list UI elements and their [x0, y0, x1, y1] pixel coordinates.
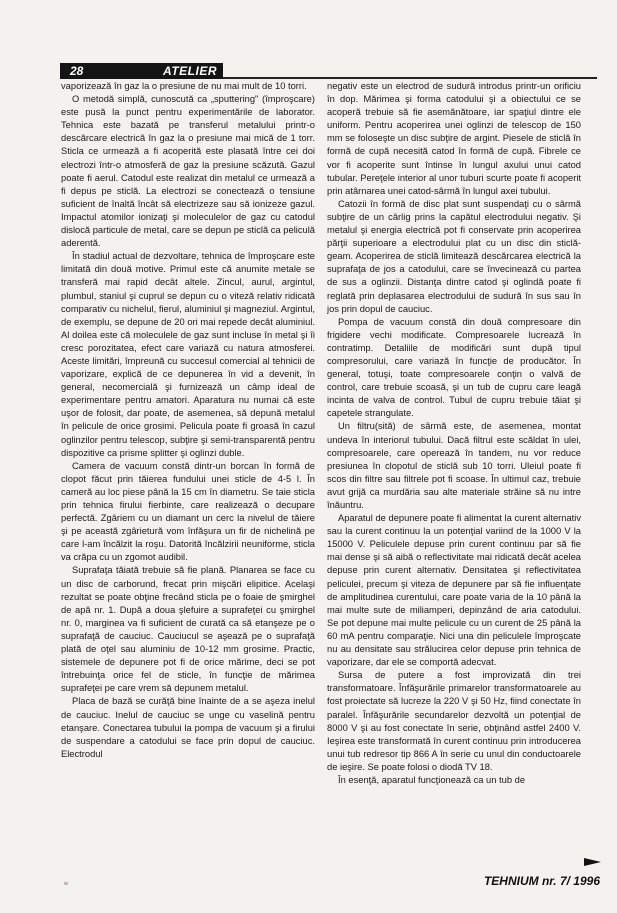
continue-arrow-icon — [584, 858, 601, 866]
paragraph: Sursa de putere a fost improvizată din trei transformatoare. Înfăşurările primarelor transformatoarele au fost proiectate să lucreze la 220 V şi 50 Hz, fiind conectate în paralel. Înfăşurările secundarelor dezvoltă un potenţial de 8000 V şi au fost conectate în serie, obţinând astfel 2400 V. Ieşirea este transformată în curent continuu prin introducerea unui tub redresor tip 866 A în serie cu unul din conductoarele de ieşire. Se poate folosi o diodă TV 18. — [327, 670, 581, 772]
paragraph: Catozii în formă de disc plat sunt suspendaţi cu o sârmă subţire de un cârlig prins la capătul electrodului negativ. Şi metalul şi energia electrică pot fi conservate prin acoperirea părţii superioare a electrodului plat cu un disc din sticlă-geam. Acoperirea de sticlă limitează descărcarea electrică la suprafaţa de jos a catodului, care se învecinează cu partea de sus a oglinzii. Distanţa dintre catod şi oglindă poate fi reglată prin deplasarea electrodului de sudură în sus sau în jos prin dopul de cauciuc. — [327, 198, 581, 314]
page-number: 28 — [70, 64, 84, 78]
print-mark — [64, 882, 68, 885]
left-column — [61, 80, 315, 855]
right-column — [327, 80, 581, 855]
page-header — [60, 63, 223, 79]
paragraph: O metodă simplă, cunoscută ca „sputtering" (împroşcare) este pusă la punct pentru experimentările de laborator. Tehnica este bazată pe transferul metalului printr-o descărcare electrică în gaz la o presiune mai mică de 1 torr. Sticla ce urmează a fi acoperită este plasată între cei doi electrozi într-o atmosferă de gaz la presiune scăzută. Gazul poate fi aerul. Catodul este realizat din metalul ce urmează a fi depus pe sticlă. La electrozi se conectează o tensiune suficient de înaltă încât să electrizeze sau să ionizeze gazul. Impactul atomilor ionizaţi şi moleculelor de gaz cu catodul dislocă particule de metal, care se depun pe sticlă ca peliculă aderentă. — [61, 94, 315, 249]
paragraph: vaporizează în gaz la o presiune de nu mai mult de 10 torri. — [61, 81, 307, 91]
magazine-footer: TEHNIUM nr. 7/ 1996 — [483, 874, 600, 888]
section-title: ATELIER — [163, 64, 217, 78]
paragraph: Pompa de vacuum constă din două compresoare din frigidere vechi modificate. Compresoarele lucrează în contratimp. Detaliile de modificări sunt după tipul compresorului, care variază în funcţie de producător. În general, totuşi, toate compresoarele conţin o valvă de control, care trebuie scoasă, şi un tub de cupru care leagă incinta de valva de control. Tubul de cupru trebuie tăiat şi capetele strangulate. — [327, 316, 581, 419]
paragraph: În esenţă, aparatul funcţionează ca un tub de — [338, 774, 526, 785]
paragraph: negativ este un electrod de sudură introdus printr-un orificiu în dop. Mărimea şi forma catodului şi a obiectului ce se acoperă trebuie să fie asemănătoare, iar spaţiul dintre ele uniform. Pentru acoperirea unei oglinzi de telescop de 150 mm se foloseşte un disc subţire de argint. Piesele de sticlă în formă de cupă necesită catod în formă de cupă. Fibrele ce vor fi acoperite sunt întinse în lungul axului unui catod tubular. Pereţele interior al unor tuburi scurte poate fi acoperit prin atârnarea unei catod-sârmă în lungul axei tubului. — [327, 81, 581, 196]
paragraph: Placa de bază se curăţă bine înainte de a se aşeza inelul de cauciuc. Inelul de cauciuc se unge cu vaselină pentru etanşare. Conectarea tubului la pompa de vacuum şi a firului de suspendare a catodului se face prin dopul de cauciuc. Electrodul — [61, 696, 315, 759]
paragraph: Suprafaţa tăiată trebuie să fie plană. Planarea se face cu un disc de carborund, frecat prin mişcări elipitice. Acelaşi rezultat se poate obţine frecând sticla pe o foaie de şmirghel de apă nr. 1. După a doua şlefuire a suprafeţei cu şmirghel nr. 0, marginea va fi suficient de curată ca să etanşeze pe o suprafaţă de cauciuc. Cauciucul se aşează pe o suprafaţă plată de oţel sau aluminiu de 10-12 mm grosime. Practic, sistemele de depunere pot fi de orice mărime, deci se pot întrebuinţa orice fel de sticle, în funcţie de mărimea suprafeţei pe care vrem să depunem metalul. — [61, 565, 315, 694]
paragraph: În stadiul actual de dezvoltare, tehnica de împroşcare este limitată din două motive. Primul este că anumite metale se transferă mai rapid decât altele. Zincul, aurul, argintul, plumbul, staniul şi cuprul se depun cu o viteză relativ ridicată comparativ cu nichelul, fierul, aluminiul şi magneziul. Argintul, de exemplu, se depune de 20 ori mai repede decât aluminiul. Al doilea este că moleculele de gaz sunt incluse în metal şi îi cresc porozitatea, efect care variază cu natura atmosferei. Aceste limitări, împreună cu succesul comercial al tehnicii de vaporizare, explică de ce depunerea în vid a devenit, în general, necomercială şi furnizează un câmp ideal de experimentare pentru amatori. Aparatura nu numai că este uşor de folosit, dar poate, de asemenea, să depună metalul în pelicule de orice grosimi. Pelicula poate fi groasă în cazul oglinzilor pentru telescop, subţire şi semi-transparentă pentru dispozitive ca prisme splitter şi oglinzi duble. — [61, 251, 315, 458]
paragraph: Camera de vacuum constă dintr-un borcan în formă de clopot făcut prin tăierea fundului unei sticle de 4-5 l. În cameră au loc piese până la 15 cm în diametru. Se taie sticla prin tehnica firului fierbinte, care realizează o decupare perfectă. Zgâriem cu un diamant un cerc la nivelul de tăiere şi pe această zgârietură vom înfăşura un fir de nichelină pe care l-am încălzit la roşu. Datorită încălzirii neuniforme, sticla va crăpa cu un zgomot audibil. — [61, 460, 315, 563]
paragraph: Aparatul de depunere poate fi alimentat la curent alternativ sau la curent continuu la un potenţial variind de la 1000 V la 15000 V. Peliculele depuse prin curent continuu par să fie mai dense şi să aibă o reflectivitate mai ridicată decât acelea depuse prin curent alternativ. Densitatea şi reflectivitatea peliculei, precum şi viteza de depunere par să fie influenţate de amplitudinea curentului, care poate varia de la 10 până la mai multe sute de miliamperi, depinzând de aria catodului. Se pot depune mai multe pelicule cu un curent de 25 până la 60 mA pentru comparaţie. Nici una din peliculele împroşcate nu au densitate sau strălucirea celor depuse prin tehnica de vaporizare, dar ele se comportă adecvat. — [327, 513, 581, 668]
paragraph: Un filtru(sită) de sârmă este, de asemenea, montat undeva în interiorul tubului. Dacă filtrul este scăldat în ulei, compresoarele, care operează în tandem, nu vor reduce presiunea în clopotul de sticlă sub 10 torri. Uleiul poate fi scos din filtre sau filtrele pot fi scoase. În ultimul caz, trebuie avut grijă ca murdăria sau alte materiale străine să nu intre înăuntru. — [327, 421, 581, 510]
header-rule — [223, 77, 597, 79]
